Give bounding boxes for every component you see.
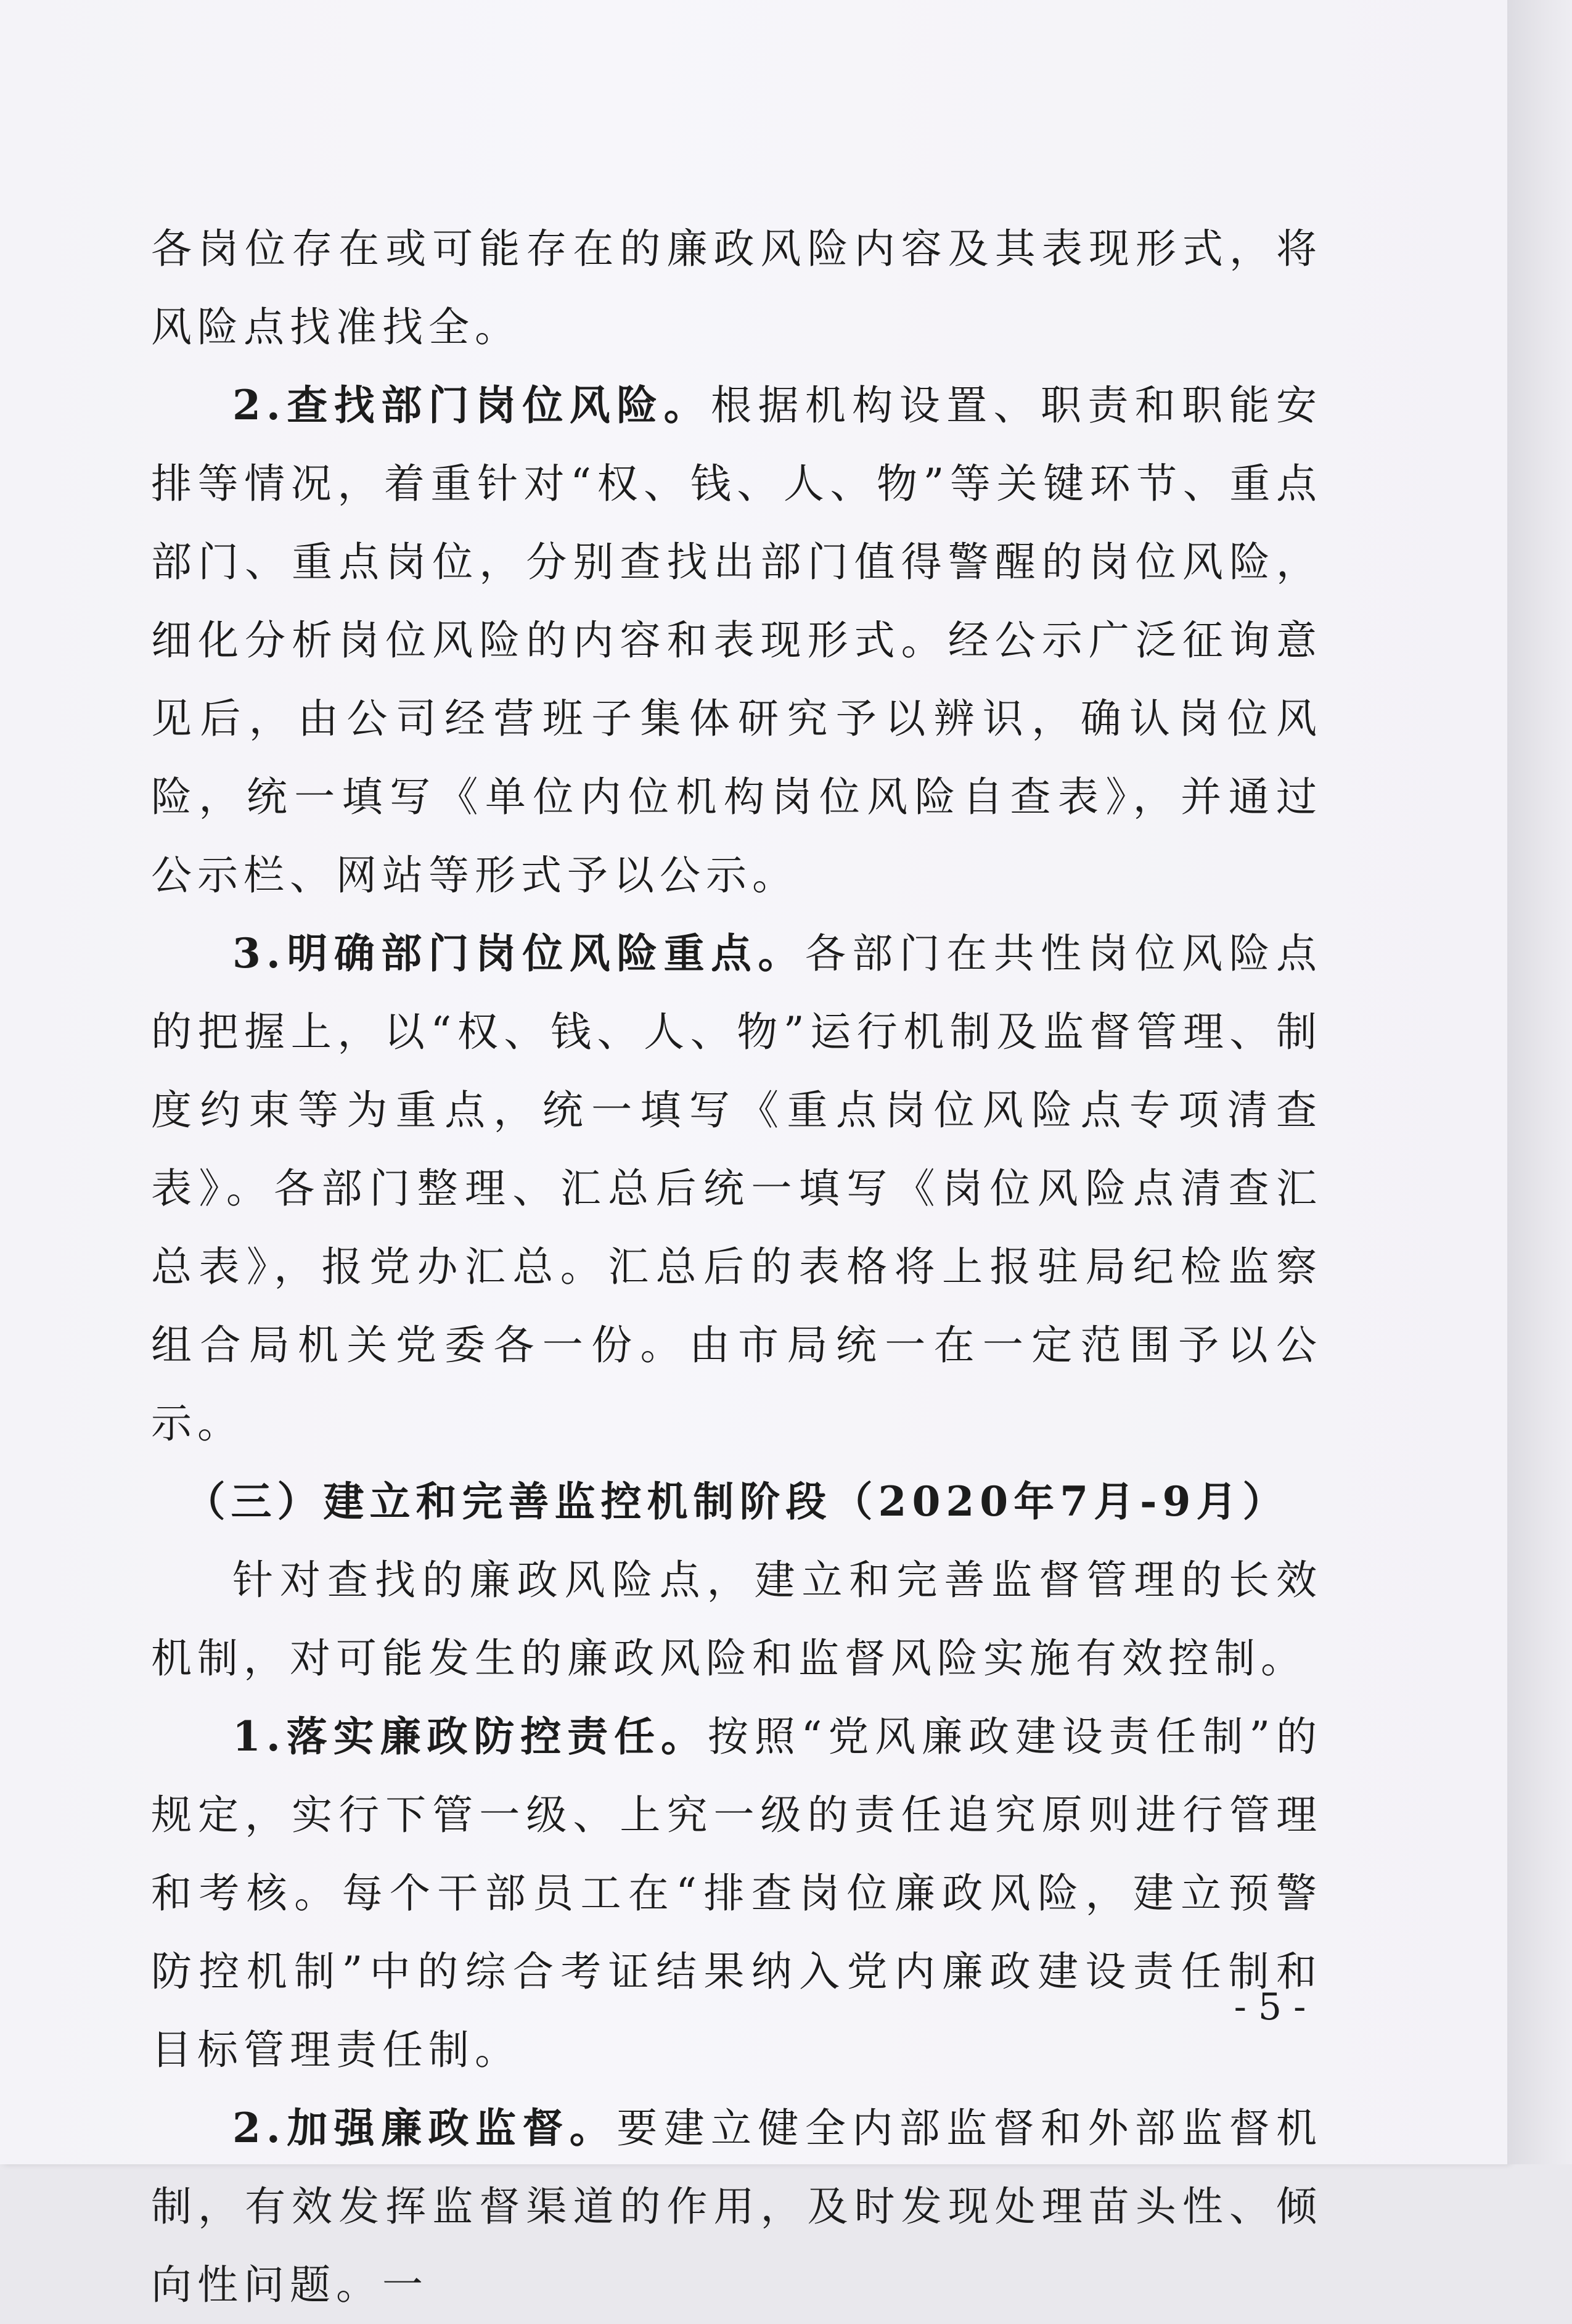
page-number: - 5 -: [1234, 1985, 1306, 2029]
document-body: [151, 210, 1322, 2324]
paragraph-responsibility: [151, 1698, 1322, 2089]
paragraph-define-risk-focus: [151, 914, 1322, 1463]
section-heading: （三）建立和完善监控机制阶段（2020年7月-9月）: [184, 1477, 1289, 1525]
paragraph-supervision: [151, 2089, 1322, 2324]
paragraph-continuation: 各岗位存在或可能存在的廉政风险内容及其表现形式，将风险点找准找全。: [151, 225, 1322, 351]
paragraph-text: 根据机构设置、职责和职能安排等情况，着重针对“权、钱、人、物”等关键环节、重点部门、重点岗位，分别查找出部门值得警醒的岗位风险，细化分析岗位风险的内容和表现形式。经公示广泛征询意见后，由公司经营班子集体研究予以辨识，确认岗位风险，统一填写《单位内位机构岗位风险自查表》，并通过公示栏、网站等形式予以公示。: [151, 382, 1323, 899]
paragraph-find-department-risk: [151, 366, 1322, 914]
paragraph-lead: 2.加强廉政监督。: [232, 2104, 617, 2152]
scanner-margin: [1507, 0, 1572, 2164]
paragraph-lead: 1.落实廉政防控责任。: [232, 1712, 708, 1760]
paragraph-text: 按照“党风廉政建设责任制”的规定，实行下管一级、上究一级的责任追究原则进行管理和考核。每个干部员工在“排查岗位廉政风险，建立预警防控机制”中的综合考证结果纳入党内廉政建设责任制和目标管理责任制。: [151, 1713, 1323, 2074]
paragraph-lead: 3.明确部门岗位风险重点。: [232, 929, 805, 977]
paragraph-lead: 2.查找部门岗位风险。: [232, 381, 711, 429]
paragraph-text: 要建立健全内部监督和外部监督机制，有效发挥监督渠道的作用，及时发现处理苗头性、倾向性问题。一: [151, 2104, 1323, 2309]
paragraph-text: 各部门在共性岗位风险点的把握上，以“权、钱、人、物”运行机制及监督管理、制度约束等为重点，统一填写《重点岗位风险点专项清查表》。各部门整理、汇总后统一填写《岗位风险点清查汇总表》，报党办汇总。汇总后的表格将上报驻局纪检监察组合局机关党委各一份。由市局统一在一定范围予以公示。: [151, 930, 1323, 1447]
paragraph-intro: 针对查找的廉政风险点，建立和完善监督管理的长效机制，对可能发生的廉政风险和监督风险实施有效控制。: [151, 1556, 1322, 1682]
